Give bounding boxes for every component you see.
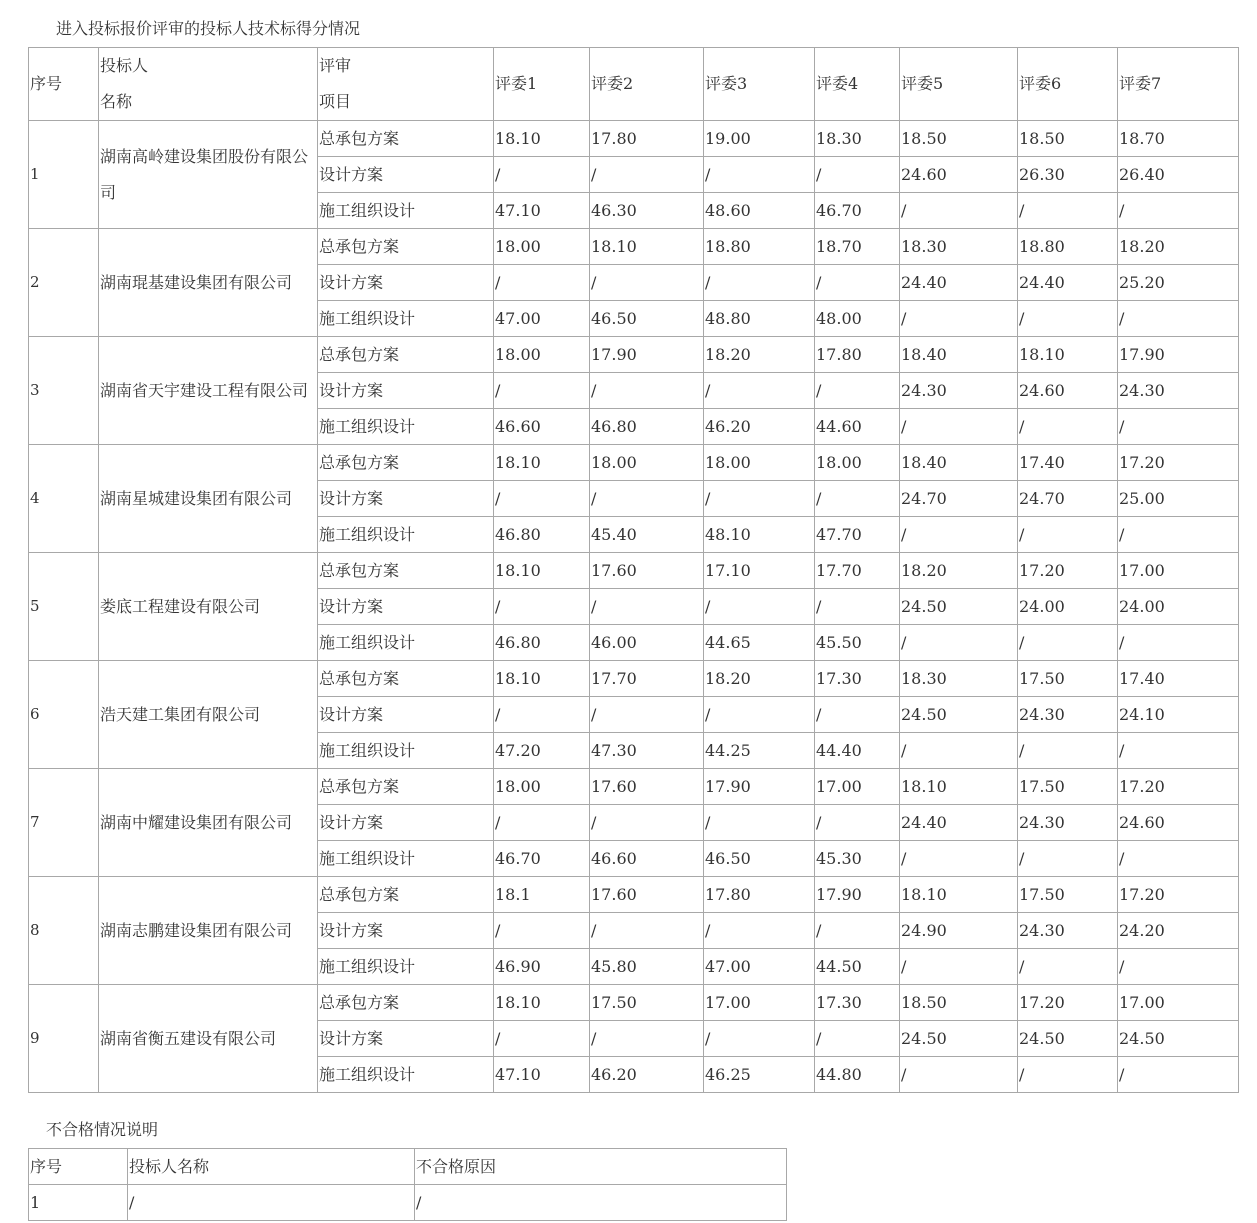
score-cell: 17.50 bbox=[1018, 877, 1118, 913]
review-item: 总承包方案 bbox=[318, 769, 494, 805]
score-table-header bbox=[29, 48, 1239, 121]
review-item: 施工组织设计 bbox=[318, 733, 494, 769]
score-cell: / bbox=[900, 625, 1018, 661]
header-seq: 序号 bbox=[29, 48, 99, 121]
table-row bbox=[29, 661, 1239, 697]
bidder-seq: 9 bbox=[29, 985, 99, 1093]
review-item: 施工组织设计 bbox=[318, 625, 494, 661]
bidder-name: 湖南中耀建设集团有限公司 bbox=[99, 769, 318, 877]
score-cell: 47.30 bbox=[590, 733, 704, 769]
score-cell: 17.00 bbox=[704, 985, 815, 1021]
bidder-name: 湖南琨基建设集团有限公司 bbox=[99, 229, 318, 337]
score-cell: 47.70 bbox=[815, 517, 900, 553]
score-cell: 18.10 bbox=[900, 877, 1018, 913]
score-cell: / bbox=[704, 157, 815, 193]
score-cell: 18.10 bbox=[900, 769, 1018, 805]
score-cell: / bbox=[815, 589, 900, 625]
header-judge-2: 评委2 bbox=[590, 48, 704, 121]
score-cell: / bbox=[704, 1021, 815, 1057]
bidder-name: 娄底工程建设有限公司 bbox=[99, 553, 318, 661]
score-cell: 18.20 bbox=[1118, 229, 1239, 265]
header-judge-6: 评委6 bbox=[1018, 48, 1118, 121]
score-cell: / bbox=[1118, 841, 1239, 877]
score-cell: / bbox=[900, 733, 1018, 769]
score-cell: 17.60 bbox=[590, 769, 704, 805]
score-cell: 24.00 bbox=[1018, 589, 1118, 625]
review-item: 施工组织设计 bbox=[318, 1057, 494, 1093]
score-cell: / bbox=[590, 913, 704, 949]
score-cell: 46.60 bbox=[494, 409, 590, 445]
score-cell: 47.20 bbox=[494, 733, 590, 769]
score-cell: 18.30 bbox=[900, 661, 1018, 697]
header-item bbox=[318, 48, 494, 121]
fail-header-reason: 不合格原因 bbox=[415, 1149, 787, 1185]
score-cell: / bbox=[815, 913, 900, 949]
score-cell: 24.30 bbox=[1018, 913, 1118, 949]
score-cell: 46.90 bbox=[494, 949, 590, 985]
score-cell: 18.10 bbox=[1018, 337, 1118, 373]
bidder-seq: 5 bbox=[29, 553, 99, 661]
table-row bbox=[29, 985, 1239, 1021]
score-cell: 18.40 bbox=[900, 445, 1018, 481]
fail-row bbox=[29, 1185, 787, 1221]
score-cell: 17.20 bbox=[1118, 769, 1239, 805]
score-cell: 18.1 bbox=[494, 877, 590, 913]
score-cell: / bbox=[1118, 409, 1239, 445]
score-cell: 24.50 bbox=[900, 1021, 1018, 1057]
score-cell: 24.20 bbox=[1118, 913, 1239, 949]
score-cell: / bbox=[704, 481, 815, 517]
score-cell: / bbox=[1118, 301, 1239, 337]
score-cell: 17.20 bbox=[1018, 553, 1118, 589]
header-judge-7: 评委7 bbox=[1118, 48, 1239, 121]
score-cell: 17.90 bbox=[704, 769, 815, 805]
score-cell: 18.40 bbox=[900, 337, 1018, 373]
score-cell: 17.20 bbox=[1118, 445, 1239, 481]
score-cell: 24.50 bbox=[900, 589, 1018, 625]
fail-table-header bbox=[29, 1149, 787, 1185]
score-cell: / bbox=[494, 1021, 590, 1057]
score-cell: 24.70 bbox=[1018, 481, 1118, 517]
score-cell: 19.00 bbox=[704, 121, 815, 157]
header-item-line1: 评审 bbox=[319, 56, 352, 75]
table-row bbox=[29, 229, 1239, 265]
score-cell: 45.30 bbox=[815, 841, 900, 877]
review-item: 总承包方案 bbox=[318, 229, 494, 265]
review-item: 设计方案 bbox=[318, 697, 494, 733]
score-cell: / bbox=[1018, 949, 1118, 985]
score-cell: 18.10 bbox=[494, 661, 590, 697]
score-cell: / bbox=[1118, 193, 1239, 229]
score-cell: 47.10 bbox=[494, 1057, 590, 1093]
score-cell: 47.00 bbox=[494, 301, 590, 337]
review-item: 设计方案 bbox=[318, 913, 494, 949]
score-cell: 17.10 bbox=[704, 553, 815, 589]
score-cell: / bbox=[900, 517, 1018, 553]
header-judge-4: 评委4 bbox=[815, 48, 900, 121]
table-row bbox=[29, 877, 1239, 913]
score-cell: / bbox=[590, 589, 704, 625]
review-item: 设计方案 bbox=[318, 265, 494, 301]
table-row bbox=[29, 337, 1239, 373]
score-cell: 17.00 bbox=[1118, 553, 1239, 589]
header-bidder-line2: 名称 bbox=[100, 92, 133, 111]
score-cell: 24.10 bbox=[1118, 697, 1239, 733]
review-item: 施工组织设计 bbox=[318, 193, 494, 229]
header-bidder-line1: 投标人 bbox=[100, 56, 149, 75]
review-item: 设计方案 bbox=[318, 1021, 494, 1057]
score-cell: / bbox=[900, 301, 1018, 337]
section-caption: 进入投标报价评审的投标人技术标得分情况 bbox=[56, 19, 361, 38]
score-cell: 17.50 bbox=[590, 985, 704, 1021]
score-cell: 24.30 bbox=[1118, 373, 1239, 409]
header-judge-3: 评委3 bbox=[704, 48, 815, 121]
score-cell: 25.20 bbox=[1118, 265, 1239, 301]
score-cell: 17.00 bbox=[1118, 985, 1239, 1021]
score-cell: 45.80 bbox=[590, 949, 704, 985]
score-cell: 24.40 bbox=[1018, 265, 1118, 301]
score-cell: / bbox=[1018, 1057, 1118, 1093]
review-item: 总承包方案 bbox=[318, 121, 494, 157]
fail-cell: 1 bbox=[29, 1185, 128, 1221]
bidder-seq: 6 bbox=[29, 661, 99, 769]
score-cell: 18.00 bbox=[494, 337, 590, 373]
bidder-seq: 2 bbox=[29, 229, 99, 337]
score-cell: / bbox=[590, 1021, 704, 1057]
score-cell: 46.80 bbox=[590, 409, 704, 445]
score-cell: 17.80 bbox=[590, 121, 704, 157]
score-cell: 46.70 bbox=[494, 841, 590, 877]
score-cell: 18.50 bbox=[1018, 121, 1118, 157]
bidder-name: 湖南省天宇建设工程有限公司 bbox=[99, 337, 318, 445]
score-cell: / bbox=[704, 265, 815, 301]
score-cell: / bbox=[815, 265, 900, 301]
score-cell: / bbox=[900, 1057, 1018, 1093]
score-cell: 47.10 bbox=[494, 193, 590, 229]
score-cell: 46.70 bbox=[815, 193, 900, 229]
review-item: 总承包方案 bbox=[318, 877, 494, 913]
score-cell: 18.00 bbox=[494, 769, 590, 805]
score-cell: / bbox=[900, 409, 1018, 445]
bidder-seq: 4 bbox=[29, 445, 99, 553]
table-row bbox=[29, 121, 1239, 157]
score-cell: 18.00 bbox=[590, 445, 704, 481]
review-item: 施工组织设计 bbox=[318, 517, 494, 553]
score-cell: 17.90 bbox=[815, 877, 900, 913]
score-cell: / bbox=[1018, 193, 1118, 229]
score-cell: 26.30 bbox=[1018, 157, 1118, 193]
bidder-seq: 8 bbox=[29, 877, 99, 985]
score-cell: 44.40 bbox=[815, 733, 900, 769]
table-row bbox=[29, 445, 1239, 481]
score-cell: 17.90 bbox=[1118, 337, 1239, 373]
score-cell: 24.30 bbox=[1018, 805, 1118, 841]
bidder-name: 湖南志鹏建设集团有限公司 bbox=[99, 877, 318, 985]
score-cell: / bbox=[1118, 949, 1239, 985]
review-item: 总承包方案 bbox=[318, 985, 494, 1021]
score-cell: 17.80 bbox=[815, 337, 900, 373]
score-cell: / bbox=[704, 805, 815, 841]
score-cell: 17.20 bbox=[1118, 877, 1239, 913]
header-judge-1: 评委1 bbox=[494, 48, 590, 121]
score-cell: / bbox=[590, 805, 704, 841]
score-cell: 48.80 bbox=[704, 301, 815, 337]
score-cell: 18.20 bbox=[704, 337, 815, 373]
score-cell: / bbox=[1018, 625, 1118, 661]
score-cell: 17.60 bbox=[590, 553, 704, 589]
review-item: 施工组织设计 bbox=[318, 841, 494, 877]
score-cell: 48.10 bbox=[704, 517, 815, 553]
score-cell: / bbox=[815, 373, 900, 409]
score-cell: / bbox=[1018, 409, 1118, 445]
bidder-name: 湖南高岭建设集团股份有限公司 bbox=[99, 121, 318, 229]
review-item: 设计方案 bbox=[318, 481, 494, 517]
score-cell: / bbox=[590, 697, 704, 733]
score-cell: 24.30 bbox=[1018, 697, 1118, 733]
bidder-seq: 1 bbox=[29, 121, 99, 229]
header-judge-5: 评委5 bbox=[900, 48, 1018, 121]
score-cell: / bbox=[704, 373, 815, 409]
score-cell: 17.90 bbox=[590, 337, 704, 373]
score-cell: / bbox=[590, 373, 704, 409]
score-cell: 45.40 bbox=[590, 517, 704, 553]
score-cell: 24.40 bbox=[900, 805, 1018, 841]
score-cell: / bbox=[1118, 733, 1239, 769]
score-cell: 46.50 bbox=[704, 841, 815, 877]
score-cell: / bbox=[900, 193, 1018, 229]
score-cell: 18.10 bbox=[494, 121, 590, 157]
score-cell: 18.50 bbox=[900, 985, 1018, 1021]
score-cell: 17.70 bbox=[590, 661, 704, 697]
score-cell: 17.80 bbox=[704, 877, 815, 913]
score-cell: / bbox=[900, 841, 1018, 877]
score-cell: 18.80 bbox=[704, 229, 815, 265]
score-cell: 18.70 bbox=[815, 229, 900, 265]
fail-header-bidder: 投标人名称 bbox=[128, 1149, 415, 1185]
score-cell: 46.30 bbox=[590, 193, 704, 229]
score-cell: 46.00 bbox=[590, 625, 704, 661]
score-cell: / bbox=[1018, 841, 1118, 877]
score-cell: 24.00 bbox=[1118, 589, 1239, 625]
score-cell: / bbox=[1018, 301, 1118, 337]
score-cell: 18.80 bbox=[1018, 229, 1118, 265]
fail-header-seq: 序号 bbox=[29, 1149, 128, 1185]
score-cell: 48.60 bbox=[704, 193, 815, 229]
score-cell: / bbox=[494, 805, 590, 841]
score-cell: / bbox=[1118, 625, 1239, 661]
score-cell: / bbox=[494, 589, 590, 625]
bidder-name: 湖南省衡五建设有限公司 bbox=[99, 985, 318, 1093]
review-item: 总承包方案 bbox=[318, 553, 494, 589]
score-cell: 24.40 bbox=[900, 265, 1018, 301]
review-item: 总承包方案 bbox=[318, 445, 494, 481]
header-bidder bbox=[99, 48, 318, 121]
bidder-name: 湖南星城建设集团有限公司 bbox=[99, 445, 318, 553]
score-cell: 24.70 bbox=[900, 481, 1018, 517]
bidder-seq: 3 bbox=[29, 337, 99, 445]
fail-caption: 不合格情况说明 bbox=[46, 1120, 159, 1139]
score-cell: / bbox=[815, 805, 900, 841]
score-cell: 17.30 bbox=[815, 661, 900, 697]
review-item: 设计方案 bbox=[318, 589, 494, 625]
score-cell: 24.30 bbox=[900, 373, 1018, 409]
score-cell: / bbox=[494, 373, 590, 409]
score-cell: 17.60 bbox=[590, 877, 704, 913]
score-cell: / bbox=[1018, 517, 1118, 553]
score-cell: 17.50 bbox=[1018, 661, 1118, 697]
score-cell: 18.00 bbox=[815, 445, 900, 481]
review-item: 总承包方案 bbox=[318, 337, 494, 373]
score-cell: 24.50 bbox=[900, 697, 1018, 733]
score-cell: / bbox=[1118, 1057, 1239, 1093]
score-cell: 46.80 bbox=[494, 625, 590, 661]
score-cell: 18.00 bbox=[704, 445, 815, 481]
score-cell: 46.20 bbox=[590, 1057, 704, 1093]
score-cell: 18.70 bbox=[1118, 121, 1239, 157]
header-item-line2: 项目 bbox=[319, 92, 352, 111]
score-cell: 48.00 bbox=[815, 301, 900, 337]
review-item: 施工组织设计 bbox=[318, 409, 494, 445]
fail-cell: / bbox=[415, 1185, 787, 1221]
score-cell: / bbox=[494, 913, 590, 949]
score-cell: 24.60 bbox=[1018, 373, 1118, 409]
score-cell: / bbox=[704, 589, 815, 625]
score-cell: 25.00 bbox=[1118, 481, 1239, 517]
review-item: 施工组织设计 bbox=[318, 301, 494, 337]
table-row bbox=[29, 553, 1239, 589]
bidder-name: 浩天建工集团有限公司 bbox=[99, 661, 318, 769]
score-cell: 45.50 bbox=[815, 625, 900, 661]
score-cell: / bbox=[815, 697, 900, 733]
score-cell: 24.50 bbox=[1118, 1021, 1239, 1057]
score-cell: 18.30 bbox=[815, 121, 900, 157]
score-cell: 18.10 bbox=[494, 445, 590, 481]
score-cell: 24.60 bbox=[900, 157, 1018, 193]
score-cell: 46.50 bbox=[590, 301, 704, 337]
score-cell: / bbox=[704, 697, 815, 733]
score-cell: 18.20 bbox=[900, 553, 1018, 589]
score-cell: 46.20 bbox=[704, 409, 815, 445]
bidder-seq: 7 bbox=[29, 769, 99, 877]
score-cell: / bbox=[590, 157, 704, 193]
score-cell: 44.65 bbox=[704, 625, 815, 661]
score-cell: 17.40 bbox=[1118, 661, 1239, 697]
score-cell: 18.30 bbox=[900, 229, 1018, 265]
score-cell: / bbox=[815, 481, 900, 517]
review-item: 施工组织设计 bbox=[318, 949, 494, 985]
score-cell: 24.60 bbox=[1118, 805, 1239, 841]
score-cell: / bbox=[815, 157, 900, 193]
score-cell: / bbox=[590, 265, 704, 301]
review-item: 设计方案 bbox=[318, 157, 494, 193]
score-cell: 18.10 bbox=[494, 553, 590, 589]
score-cell: / bbox=[900, 949, 1018, 985]
score-cell: / bbox=[1018, 733, 1118, 769]
score-cell: 46.80 bbox=[494, 517, 590, 553]
score-cell: 17.40 bbox=[1018, 445, 1118, 481]
score-cell: 44.50 bbox=[815, 949, 900, 985]
score-cell: 44.25 bbox=[704, 733, 815, 769]
score-cell: / bbox=[590, 481, 704, 517]
score-table bbox=[28, 47, 1239, 1093]
score-cell: / bbox=[494, 265, 590, 301]
score-cell: 17.50 bbox=[1018, 769, 1118, 805]
review-item: 设计方案 bbox=[318, 805, 494, 841]
score-cell: 46.25 bbox=[704, 1057, 815, 1093]
score-cell: 44.60 bbox=[815, 409, 900, 445]
score-cell: / bbox=[704, 913, 815, 949]
score-cell: / bbox=[494, 157, 590, 193]
score-cell: / bbox=[1118, 517, 1239, 553]
score-cell: 17.30 bbox=[815, 985, 900, 1021]
score-cell: / bbox=[494, 481, 590, 517]
score-cell: / bbox=[815, 1021, 900, 1057]
score-cell: 47.00 bbox=[704, 949, 815, 985]
score-cell: 18.10 bbox=[494, 985, 590, 1021]
review-item: 设计方案 bbox=[318, 373, 494, 409]
score-cell: 24.50 bbox=[1018, 1021, 1118, 1057]
score-cell: 17.00 bbox=[815, 769, 900, 805]
score-cell: 17.70 bbox=[815, 553, 900, 589]
score-cell: 17.20 bbox=[1018, 985, 1118, 1021]
score-cell: 26.40 bbox=[1118, 157, 1239, 193]
fail-cell: / bbox=[128, 1185, 415, 1221]
score-cell: 24.90 bbox=[900, 913, 1018, 949]
score-cell: 44.80 bbox=[815, 1057, 900, 1093]
review-item: 总承包方案 bbox=[318, 661, 494, 697]
fail-table bbox=[28, 1148, 787, 1221]
score-cell: 18.00 bbox=[494, 229, 590, 265]
score-cell: / bbox=[494, 697, 590, 733]
score-cell: 18.20 bbox=[704, 661, 815, 697]
score-cell: 18.10 bbox=[590, 229, 704, 265]
score-cell: 18.50 bbox=[900, 121, 1018, 157]
table-row bbox=[29, 769, 1239, 805]
score-cell: 46.60 bbox=[590, 841, 704, 877]
